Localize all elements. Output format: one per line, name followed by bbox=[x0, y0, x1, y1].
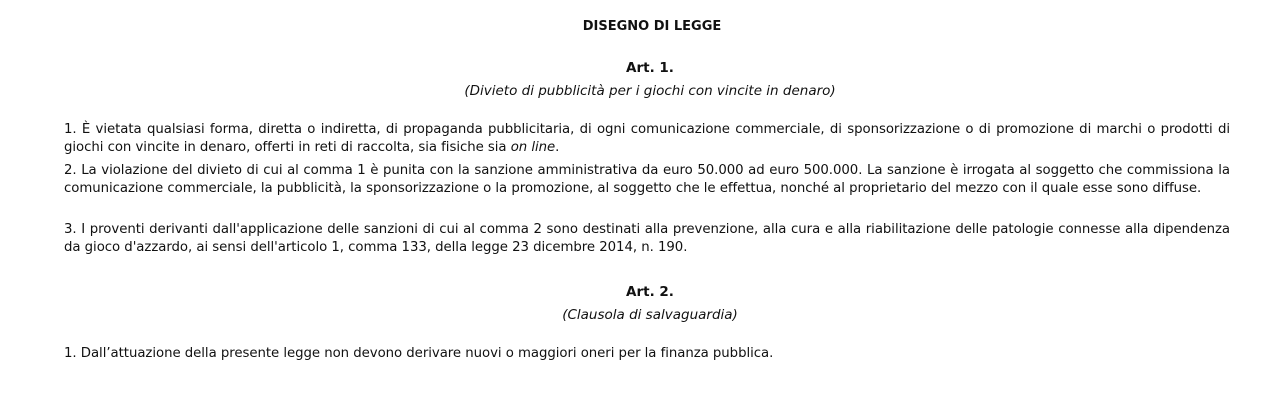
article-1-paragraph-3: 3. I proventi derivanti dall'applicazione delle sanzioni di cui al comma 2 sono destinati alla prevenzione, alla cura e alla riabilitazione delle patologie connesse alla dipendenza da gioco d'azzardo, ai sensi dell'articolo 1, comma 133, della legge 23 dicembre 2014, n. 190. bbox=[64, 222, 1230, 255]
paragraph-tail: . bbox=[555, 139, 560, 155]
article-2-subtitle: (Clausola di salvaguardia) bbox=[562, 307, 738, 323]
paragraph-italic-term: on line bbox=[510, 139, 556, 155]
document-title: DISEGNO DI LEGGE bbox=[582, 19, 722, 34]
article-2-heading: Art. 2. bbox=[626, 284, 674, 300]
article-1-heading: Art. 1. bbox=[626, 60, 674, 76]
article-1-paragraph-2: 2. La violazione del divieto di cui al comma 1 è punita con la sanzione amministrativa da euro 50.000 ad euro 500.000. La sanzione è irrogata al soggetto che commissiona la comunicazione commerciale, la pubblicità, la sponsorizzazione o la promozione, al soggetto che le effettua, nonché al proprietario del mezzo con il quale esse sono diffuse. bbox=[64, 163, 1230, 196]
article-1-paragraph-1 bbox=[64, 121, 1230, 156]
paragraph-text: 1. È vietata qualsiasi forma, diretta o indiretta, di propaganda pubblicitaria, di ogni comunicazione commerciale, di sponsorizzazione o di promozione di marchi o prodotti di giochi con vincite in denaro, offerti in reti di raccolta, sia fisiche sia bbox=[64, 122, 1230, 155]
article-1-subtitle: (Divieto di pubblicità per i giochi con vincite in denaro) bbox=[464, 83, 836, 99]
article-2-paragraph-1: 1. Dall’attuazione della presente legge non devono derivare nuovi o maggiori oneri per la finanza pubblica. bbox=[64, 346, 774, 361]
